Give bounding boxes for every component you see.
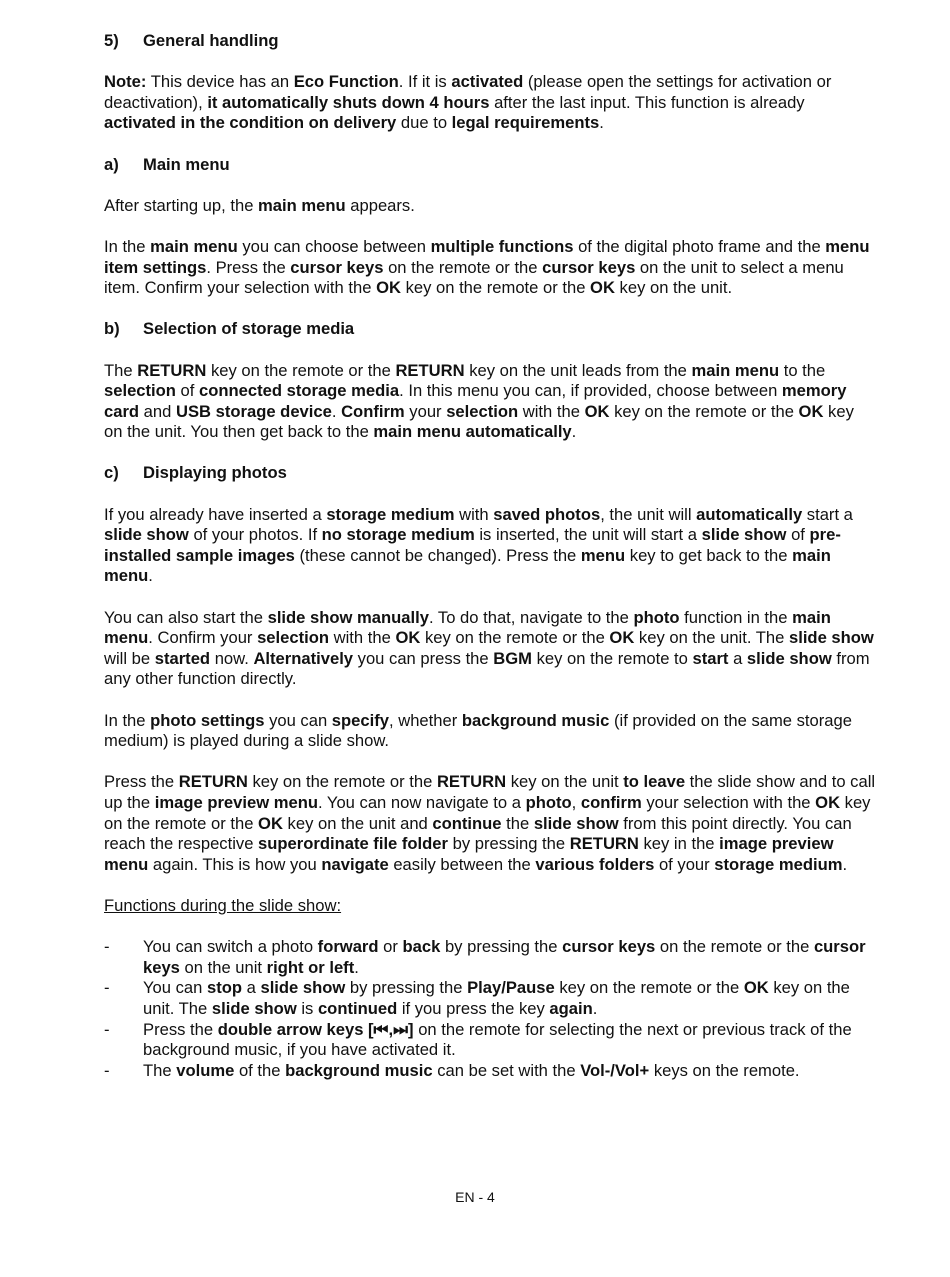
text-run: . [842,854,848,874]
text-run: can be set with the [432,1060,581,1080]
bold-text-run: cursor keys [290,257,384,277]
bold-text-run: slide show manually [267,607,429,627]
list-item [104,1020,876,1061]
subsection-heading-main-menu [104,155,876,176]
bold-text-run: multiple functions [430,236,574,256]
text-run: In the [104,710,151,730]
bold-text-run: volume [176,1060,235,1080]
text-run: key on the unit. You then get back to the [104,401,854,442]
bold-text-run: cursor keys [143,937,866,977]
bold-text-run: photo [525,792,572,812]
bold-text-run: RETURN [178,772,248,792]
bold-text-run: OK [815,792,841,812]
bold-text-run: continued [317,998,398,1018]
functions-list [104,937,876,1081]
bold-text-run: main menu [150,236,238,256]
text-run: You can switch a photo [143,937,318,957]
bold-text-run: navigate [321,854,389,874]
bold-text-run: main menu [104,545,831,586]
text-run: or [378,937,403,957]
text-run: keys on the remote. [649,1060,800,1080]
text-run: , whether [388,710,462,730]
subsection-number: b) [104,319,120,339]
text-run: . [599,113,604,133]
bold-text-run: Confirm [341,401,405,421]
text-run: . If it is [398,72,452,92]
bold-text-run: it automatically shuts down 4 hours [207,92,490,112]
text-run: due to [396,113,452,133]
text-run: by pressing the [440,937,563,957]
list-item-text [143,978,850,1018]
displaying-photos-paragraph-1 [104,505,876,587]
text-run: The [104,360,138,380]
text-run: , the unit will [600,504,697,524]
bold-text-run: main menu [258,195,346,215]
text-run: key on the unit and [282,813,433,833]
bullet-marker: - [104,937,110,957]
text-run: of [175,381,199,401]
bold-text-run: image preview menu [104,834,834,874]
text-run: with the [518,401,585,421]
text-run: If you already have inserted a [104,504,327,524]
text-run: after the last input. This function is already [489,92,805,112]
text-run: key on the remote or the [400,278,591,298]
text-run: again. This is how you [148,854,322,874]
text-run: if you press the key [397,998,550,1018]
bold-text-run: background music [461,710,610,730]
text-run: . [354,957,359,977]
text-run: key on the unit leads from the [464,360,692,380]
text-run: key on the remote or the [554,978,744,998]
displaying-photos-paragraph-2 [104,608,876,690]
text-run: on the remote for selecting the next or previous track of the background music, if you have activated it. [143,1019,852,1060]
bold-text-run: photo settings [150,710,265,730]
text-run: easily between the [388,854,536,874]
bold-text-run: superordinate file folder [258,834,448,854]
text-run: to the [779,360,826,380]
text-run: key on the remote or the [206,360,396,380]
text-run: with the [329,628,396,648]
text-run: start a [802,504,853,524]
section-heading [104,31,876,52]
subsection-title: Main menu [143,154,230,174]
text-run: key on the unit [506,772,624,792]
text-run: by pressing the [447,834,570,854]
text-run: your selection with the [641,792,816,812]
list-item [104,937,876,978]
text-run: . [331,401,342,421]
text-run: you can [264,710,332,730]
text-run: . You can now navigate to a [317,792,526,812]
text-run: with [454,504,494,524]
bold-text-run: slide show [788,628,874,648]
text-run: key on the remote or the [609,401,799,421]
bold-text-run: pre-installed sample images [104,525,841,565]
text-run: of [786,525,810,545]
bold-text-run: USB storage device [175,401,332,421]
text-run: . To do that, navigate to the [428,607,634,627]
text-run: key on the unit. The [634,628,789,648]
bold-text-run: connected storage media [199,381,400,401]
bold-text-run: specify [331,710,389,730]
bold-text-run: storage medium [326,504,455,524]
list-item [104,1061,876,1082]
bullet-marker: - [104,978,110,998]
bold-text-run: start [692,648,729,668]
text-run: . In this menu you can, if provided, choose between [399,381,782,401]
bullet-marker: - [104,1060,110,1080]
text-run: . [571,422,577,442]
text-run: on the remote or the [655,937,814,957]
text-run: from this point directly. You can reach the respective [104,813,852,854]
bold-text-run: started [154,648,211,668]
bold-text-run: photo [633,607,680,627]
bold-text-run: confirm [580,792,642,812]
text-run: you can choose between [237,236,431,256]
bold-text-run: legal requirements [451,113,600,133]
subsection-heading-displaying-photos [104,463,876,484]
bold-text-run: menu [580,545,626,565]
bold-text-run: automatically [696,504,803,524]
displaying-photos-paragraph-3 [104,711,876,752]
text-run: key on the remote or the [104,792,871,833]
page-number: EN - 4 [455,1189,495,1205]
subsection-heading-storage-media [104,319,876,340]
text-run: appears. [345,195,415,215]
text-run: This device has an [146,72,294,92]
text-run: of the digital photo frame and the [573,236,826,256]
text-run: a [242,978,261,998]
text-run: , [571,792,581,812]
bold-text-run: RETURN [569,834,639,854]
text-run: a [728,648,747,668]
bold-text-run: memory card [104,381,847,421]
section-title: General handling [143,31,279,50]
bold-text-run: RETURN [137,360,207,380]
text-run: Press the [143,1019,218,1039]
list-item-text [143,1020,852,1060]
text-run: your [404,401,447,421]
bold-text-run: cursor keys [542,257,636,277]
subsection-title: Selection of storage media [143,319,355,339]
text-run: (if provided on the same storage medium) is played during a slide show. [104,710,852,751]
bold-text-run: Play/Pause [467,978,555,998]
text-run: the slide show and to call up the [104,772,876,812]
bold-text-run: slide show [211,998,297,1018]
bold-text-run: OK [743,978,769,998]
text-run: Press the [104,772,179,792]
bold-text-run: selection [257,628,330,648]
text-run: key in the [638,834,720,854]
text-run: you can press the [353,648,494,668]
bold-text-run: main menu [104,607,831,648]
note-paragraph [104,72,876,134]
bold-text-run: various folders [535,854,655,874]
bold-text-run: OK [590,278,615,298]
bold-text-run: slide show [260,978,346,998]
text-run: key on the remote or the [247,772,437,792]
functions-subheading: Functions during the slide show: [104,895,342,915]
text-run: . [592,998,598,1018]
text-run: In the [104,236,151,256]
list-item-text [143,1061,800,1080]
text-run: key on the unit. The [143,978,850,1018]
bold-text-run: BGM [493,648,532,668]
subsection-number: c) [104,463,119,483]
bold-text-run: image preview menu [154,792,318,812]
bold-text-run: Note: [104,72,147,92]
bold-text-run: Vol-/Vol+ [580,1060,650,1080]
text-run: is [296,998,318,1018]
bold-text-run: OK [798,401,824,421]
text-run: the [501,813,534,833]
text-run: key on the remote or the [420,628,610,648]
bold-text-run: RETURN [436,772,507,792]
bold-text-run: double arrow keys [⏮,⏭] [217,1019,414,1039]
bold-text-run: cursor keys [562,937,656,957]
text-run: . Confirm your [148,628,258,648]
text-run: on the remote or the [383,257,543,277]
main-menu-paragraph-1 [104,196,876,217]
bold-text-run: saved photos [493,504,601,524]
section-number: 5) [104,31,119,50]
bold-text-run: storage medium [714,854,843,874]
document-page [104,31,876,1081]
bold-text-run: OK [584,401,610,421]
bold-text-run: slide show [701,525,787,545]
bold-text-run: main menu automatically [373,422,572,442]
text-run: (these cannot be changed). Press the [294,545,581,565]
bold-text-run: OK [395,628,421,648]
text-run: You can [143,978,207,998]
text-run: function in the [679,607,793,627]
bold-text-run: Alternatively [253,648,354,668]
text-run: of your photos. If [188,525,322,545]
bold-text-run: slide show [104,525,189,545]
text-run: of the [234,1060,286,1080]
text-run: by pressing the [345,978,468,998]
bold-text-run: activated in the condition on delivery [104,113,397,133]
text-run: After starting up, the [104,195,259,215]
text-run: key to get back to the [625,545,793,565]
text-run: on the unit to select a menu item. Confirm your selection with the [104,257,844,298]
bold-text-run: OK [376,278,401,298]
bold-text-run: main menu [691,360,780,380]
bold-text-run: Eco Function [293,72,399,92]
bold-text-run: again [549,998,593,1018]
bullet-marker: - [104,1019,110,1039]
bold-text-run: back [402,937,441,957]
bold-text-run: slide show [746,648,832,668]
bold-text-run: to leave [623,772,686,792]
text-run: key on the unit. [614,278,733,298]
text-run: of your [654,854,715,874]
text-run: You can also start the [104,607,268,627]
text-run: . Press the [206,257,291,277]
list-item-text [143,937,866,977]
bold-text-run: forward [317,937,379,957]
subsection-number: a) [104,154,119,174]
text-run: is inserted, the unit will start a [474,525,702,545]
bold-text-run: right or left [266,957,355,977]
text-run: The [143,1060,177,1080]
bold-text-run: OK [609,628,635,648]
bold-text-run: selection [104,381,176,401]
bold-text-run: activated [451,72,524,92]
text-run: on the unit [179,957,267,977]
bold-text-run: OK [258,813,283,833]
main-menu-paragraph-2 [104,237,876,299]
text-run: key on the remote to [531,648,693,668]
text-run: . [148,566,153,586]
bold-text-run: stop [206,978,243,998]
storage-media-paragraph [104,361,876,443]
bold-text-run: no storage medium [321,525,475,545]
bold-text-run: background music [285,1060,433,1080]
subsection-title: Displaying photos [143,463,287,483]
displaying-photos-paragraph-4 [104,772,876,875]
text-run: (please open the settings for activation or deactivation), [104,72,832,112]
bold-text-run: selection [446,401,519,421]
bold-text-run: menu item settings [104,236,870,277]
text-run: and [139,401,176,421]
list-item [104,978,876,1019]
bold-text-run: continue [432,813,502,833]
text-run: now. [210,648,254,668]
bold-text-run: RETURN [395,360,465,380]
text-run: from any other function directly. [104,648,870,689]
bold-text-run: slide show [533,813,619,833]
text-run: will be [104,648,155,668]
